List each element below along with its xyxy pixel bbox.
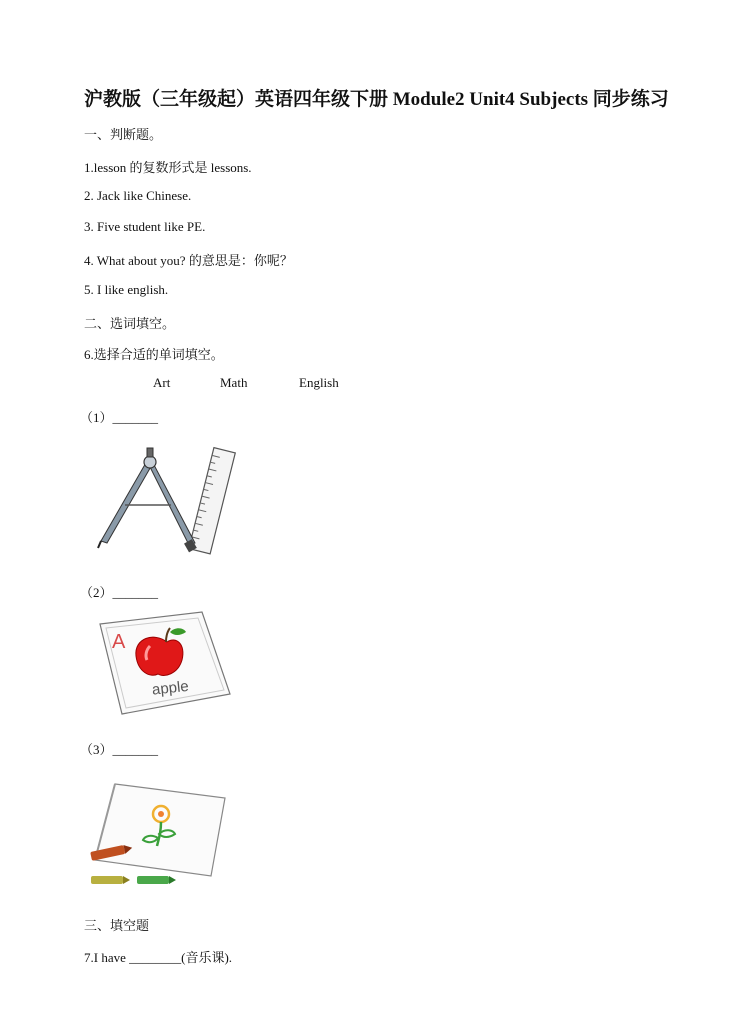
blank-1: （1）_______ xyxy=(80,410,159,425)
section-2-heading: 二、选词填空。 xyxy=(84,316,176,331)
option-english: English xyxy=(299,375,339,390)
question-1: 1.lesson 的复数形式是 lessons. xyxy=(84,160,252,175)
section-1-heading: 一、判断题。 xyxy=(84,127,163,142)
question-3: 3. Five student like PE. xyxy=(84,219,206,234)
blank-2: （2）_______ xyxy=(80,585,159,600)
option-art: Art xyxy=(153,375,171,390)
crayon-drawing-icon xyxy=(85,776,235,888)
blank-3: （3）_______ xyxy=(80,742,159,757)
question-2: 2. Jack like Chinese. xyxy=(84,188,192,203)
question-7: 7.I have ________(音乐课). xyxy=(84,950,233,965)
compass-and-ruler-icon xyxy=(95,445,240,557)
card-letter: A xyxy=(112,631,126,653)
question-4: 4. What about you? 的意思是：你呢？ xyxy=(84,253,293,268)
apple-card-icon xyxy=(92,610,237,718)
section-3-heading: 三、填空题 xyxy=(84,918,150,933)
question-6: 6.选择合适的单词填空。 xyxy=(84,347,224,362)
question-5: 5. I like english. xyxy=(84,282,169,297)
option-math: Math xyxy=(220,375,248,390)
page-title: 沪教版（三年级起）英语四年级下册 Module2 Unit4 Subjects 同步练习 xyxy=(84,89,669,110)
card-word: apple xyxy=(151,677,190,699)
